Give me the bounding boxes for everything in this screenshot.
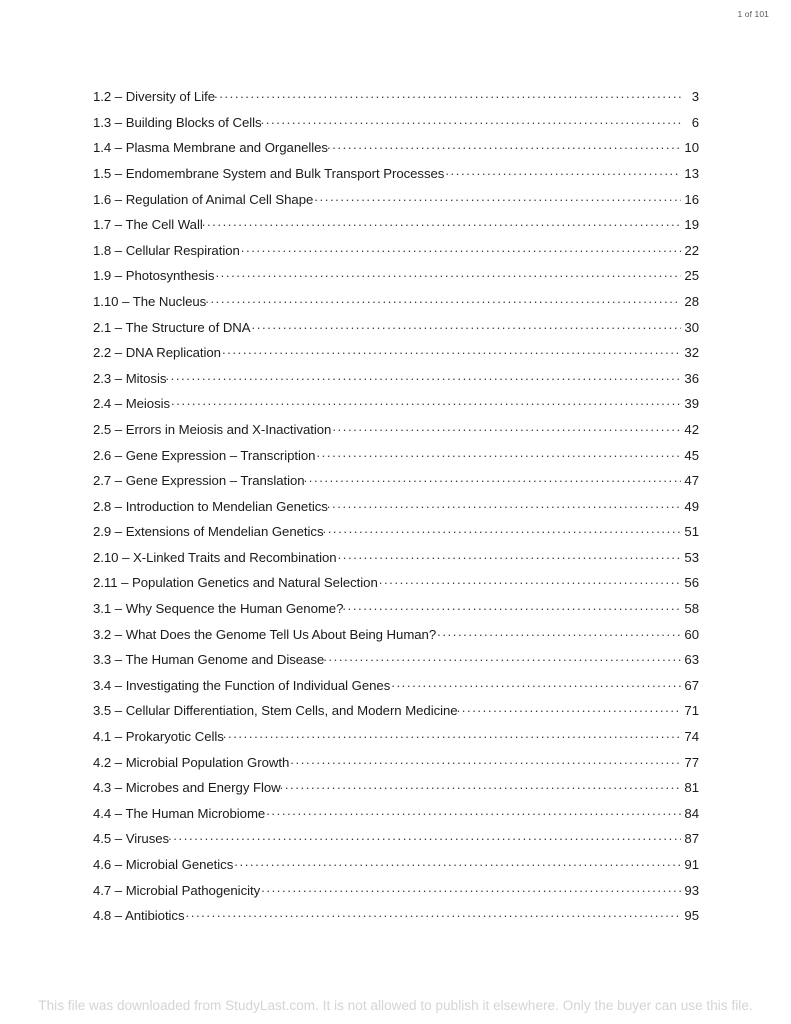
toc-dot-leader	[457, 702, 681, 715]
toc-entry[interactable]	[93, 549, 699, 575]
toc-dot-leader	[234, 856, 681, 869]
toc-entry-title: 1.8 – Cellular Respiration	[93, 242, 240, 258]
toc-entry-title: 4.8 – Antibiotics	[93, 908, 185, 924]
toc-entry-title: 4.5 – Viruses	[93, 831, 170, 847]
toc-dot-leader	[168, 830, 681, 843]
toc-entry-page-number: 67	[684, 677, 699, 693]
toc-entry[interactable]	[93, 805, 699, 831]
toc-dot-leader	[165, 370, 681, 383]
toc-entry[interactable]	[93, 830, 699, 856]
toc-dot-leader	[327, 498, 681, 511]
toc-entry-page-number: 47	[684, 473, 699, 489]
toc-entry-title: 4.4 – The Human Microbiome	[93, 805, 266, 821]
toc-entry-title: 3.1 – Why Sequence the Human Genome?	[93, 601, 344, 617]
toc-entry-title: 1.9 – Photosynthesis	[93, 268, 215, 284]
toc-entry-title: 2.3 – Mitosis	[93, 370, 167, 386]
toc-entry-title: 4.3 – Microbes and Energy Flow	[93, 780, 281, 796]
toc-entry[interactable]	[93, 344, 699, 370]
toc-dot-leader	[280, 779, 681, 792]
toc-entry[interactable]	[93, 395, 699, 421]
toc-dot-leader	[214, 88, 681, 101]
toc-entry[interactable]	[93, 472, 699, 498]
toc-entry-title: 2.5 – Errors in Meiosis and X-Inactivation	[93, 421, 332, 437]
toc-entry-page-number: 58	[684, 601, 699, 617]
toc-dot-leader	[261, 881, 681, 894]
toc-dot-leader	[205, 293, 681, 306]
toc-dot-leader	[314, 190, 681, 203]
toc-entry[interactable]	[93, 651, 699, 677]
toc-entry-title: 3.4 – Investigating the Function of Individual Genes	[93, 677, 391, 693]
toc-dot-leader	[445, 165, 681, 178]
toc-entry-page-number: 19	[684, 217, 699, 233]
toc-entry-page-number: 63	[684, 652, 699, 668]
toc-entry[interactable]	[93, 242, 699, 268]
toc-entry-title: 4.1 – Prokaryotic Cells	[93, 729, 224, 745]
toc-dot-leader	[215, 267, 681, 280]
toc-dot-leader	[186, 907, 681, 920]
toc-entry[interactable]	[93, 881, 699, 907]
toc-entry-page-number: 60	[684, 626, 699, 642]
toc-entry-page-number: 32	[684, 345, 699, 361]
toc-entry-page-number: 93	[684, 882, 699, 898]
toc-dot-leader	[241, 242, 681, 255]
toc-entry-page-number: 84	[684, 805, 699, 821]
toc-dot-leader	[332, 421, 681, 434]
toc-dot-leader	[342, 600, 681, 613]
toc-entry-page-number: 28	[684, 293, 699, 309]
toc-entry[interactable]	[93, 600, 699, 626]
toc-entry-page-number: 3	[691, 89, 699, 105]
toc-entry-page-number: 49	[684, 498, 699, 514]
toc-entry-title: 2.6 – Gene Expression – Transcription	[93, 447, 316, 463]
toc-dot-leader	[261, 114, 681, 127]
toc-dot-leader	[202, 216, 681, 229]
toc-entry-title: 2.10 – X-Linked Traits and Recombination	[93, 549, 337, 565]
toc-entry-page-number: 39	[684, 396, 699, 412]
toc-entry[interactable]	[93, 625, 699, 651]
toc-entry-title: 2.7 – Gene Expression – Translation	[93, 473, 305, 489]
toc-dot-leader	[304, 472, 681, 485]
toc-entry-page-number: 36	[684, 370, 699, 386]
toc-entry-title: 1.4 – Plasma Membrane and Organelles	[93, 140, 328, 156]
toc-entry-title: 2.2 – DNA Replication	[93, 345, 221, 361]
toc-entry[interactable]	[93, 114, 699, 140]
toc-entry-page-number: 13	[684, 165, 699, 181]
toc-entry-title: 1.5 – Endomembrane System and Bulk Transport Processes	[93, 165, 445, 181]
toc-dot-leader	[379, 574, 681, 587]
toc-entry-title: 3.5 – Cellular Differentiation, Stem Cells, and Modern Medicine	[93, 703, 458, 719]
toc-dot-leader	[338, 549, 681, 562]
toc-entry[interactable]	[93, 88, 699, 114]
toc-entry-title: 2.1 – The Structure of DNA	[93, 319, 251, 335]
toc-entry-page-number: 22	[684, 242, 699, 258]
toc-entry-title: 1.3 – Building Blocks of Cells	[93, 114, 262, 130]
toc-entry-page-number: 95	[684, 908, 699, 924]
toc-entry[interactable]	[93, 267, 699, 293]
toc-entry-title: 3.2 – What Does the Genome Tell Us About Being Human?	[93, 626, 437, 642]
toc-dot-leader	[327, 139, 681, 152]
toc-dot-leader	[316, 446, 681, 459]
toc-entry[interactable]	[93, 446, 699, 472]
toc-entry-title: 1.2 – Diversity of Life	[93, 89, 215, 105]
toc-entry-page-number: 25	[684, 268, 699, 284]
toc-dot-leader	[437, 625, 681, 638]
toc-entry[interactable]	[93, 702, 699, 728]
toc-entry-page-number: 42	[684, 421, 699, 437]
toc-entry-page-number: 53	[684, 549, 699, 565]
toc-entry-title: 2.8 – Introduction to Mendelian Genetics	[93, 498, 328, 514]
toc-entry[interactable]	[93, 856, 699, 882]
toc-entry-title: 4.7 – Microbial Pathogenicity	[93, 882, 261, 898]
toc-dot-leader	[223, 728, 681, 741]
page-indicator: 1 of 101	[737, 9, 769, 19]
toc-entry[interactable]	[93, 293, 699, 319]
toc-entry[interactable]	[93, 165, 699, 191]
toc-entry-page-number: 56	[684, 575, 699, 591]
footer-watermark: This file was downloaded from StudyLast.com. It is not allowed to publish it elsewhere. Only the buyer can use this file.	[38, 998, 753, 1013]
toc-entry-page-number: 16	[684, 191, 699, 207]
toc-dot-leader	[323, 523, 682, 536]
toc-entry-page-number: 74	[684, 729, 699, 745]
toc-entry[interactable]	[93, 421, 699, 447]
toc-entry-list	[93, 88, 699, 933]
toc-entry-title: 3.3 – The Human Genome and Disease	[93, 652, 325, 668]
toc-entry-page-number: 45	[684, 447, 699, 463]
toc-entry-title: 4.2 – Microbial Population Growth	[93, 754, 290, 770]
toc-entry-page-number: 91	[684, 857, 699, 872]
toc-entry-page-number: 81	[684, 780, 699, 796]
toc-entry[interactable]	[93, 574, 699, 600]
toc-dot-leader	[391, 677, 681, 690]
toc-entry-title: 4.6 – Microbial Genetics	[93, 857, 234, 872]
toc-dot-leader	[171, 395, 681, 408]
toc-dot-leader	[323, 651, 681, 664]
toc-entry-page-number: 51	[684, 524, 699, 540]
toc-dot-leader	[290, 753, 681, 766]
toc-entry-title: 2.11 – Population Genetics and Natural Selection	[93, 575, 378, 591]
toc-entry[interactable]	[93, 779, 699, 805]
toc-entry[interactable]	[93, 907, 699, 933]
toc-entry-title: 2.9 – Extensions of Mendelian Genetics	[93, 524, 324, 540]
toc-entry[interactable]	[93, 216, 699, 242]
toc-entry-page-number: 87	[684, 831, 699, 847]
toc-entry[interactable]	[93, 498, 699, 524]
toc-entry[interactable]	[93, 753, 699, 779]
toc-entry-page-number: 6	[691, 114, 699, 130]
toc-entry[interactable]	[93, 139, 699, 165]
toc-entry[interactable]	[93, 523, 699, 549]
toc-entry[interactable]	[93, 728, 699, 754]
toc-entry-page-number: 30	[684, 319, 699, 335]
toc-entry-title: 1.10 – The Nucleus	[93, 293, 207, 309]
toc-entry-title: 1.7 – The Cell Wall	[93, 217, 203, 233]
toc-entry-title: 1.6 – Regulation of Animal Cell Shape	[93, 191, 314, 207]
toc-entry[interactable]	[93, 190, 699, 216]
toc-entry[interactable]	[93, 318, 699, 344]
toc-dot-leader	[266, 805, 681, 818]
toc-entry[interactable]	[93, 677, 699, 703]
toc-dot-leader	[222, 344, 681, 357]
toc-entry-page-number: 71	[684, 703, 699, 719]
toc-entry-title: 2.4 – Meiosis	[93, 396, 171, 412]
toc-entry-page-number: 10	[684, 140, 699, 156]
table-of-contents	[93, 88, 699, 933]
toc-entry-page-number: 77	[684, 754, 699, 770]
toc-entry[interactable]	[93, 370, 699, 396]
toc-dot-leader	[252, 318, 681, 331]
